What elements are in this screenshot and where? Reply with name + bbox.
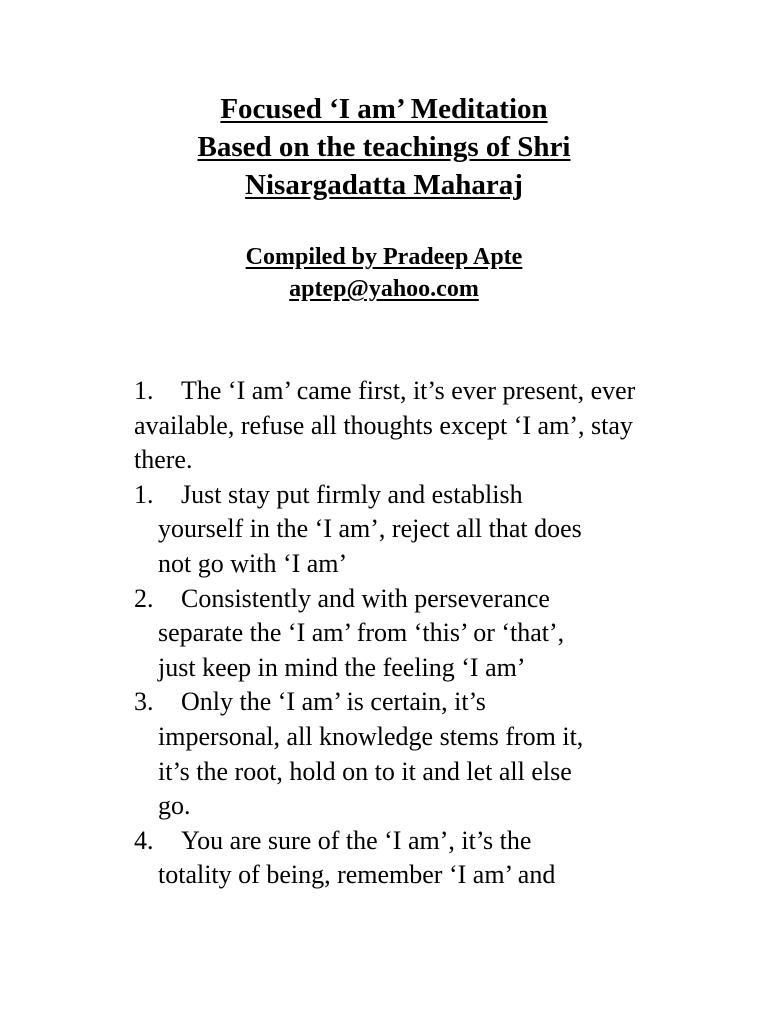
- list-item-line: impersonal, all knowledge stems from it,: [158, 721, 584, 751]
- list-item-line: Consistently and with perseverance: [181, 583, 550, 613]
- list-item-number: 3.: [134, 687, 154, 717]
- list-item-line: not go with ‘I am’: [158, 548, 348, 578]
- list-item: [134, 478, 674, 582]
- list-item-line: You are sure of the ‘I am’, it’s the: [181, 825, 532, 855]
- title-line-3: Nisargadatta Maharaj: [245, 169, 523, 201]
- intro-paragraph: [134, 374, 674, 478]
- list-item-line: go.: [158, 791, 191, 821]
- list-item-number: 4.: [134, 825, 154, 855]
- list-item-line: just keep in mind the feeling ‘I am’: [158, 652, 526, 682]
- list-item: [134, 685, 674, 823]
- list-item-number: 2.: [134, 583, 154, 613]
- list-item-line: Only the ‘I am’ is certain, it’s: [181, 687, 486, 717]
- intro-text: The ‘I am’ came first, it’s ever present, ever available, refuse all thoughts except ‘I am’, stay there.: [134, 376, 636, 475]
- list-item-line: Just stay put firmly and establish: [181, 479, 523, 509]
- compiled-by: Compiled by Pradeep Apte: [245, 244, 523, 270]
- document-title: [0, 90, 768, 204]
- list-item: [134, 582, 674, 686]
- author-email: aptep@yahoo.com: [289, 276, 479, 302]
- list-item-line: it’s the root, hold on to it and let all else: [158, 756, 572, 786]
- list-item-line: separate the ‘I am’ from ‘this’ or ‘that’,: [158, 618, 565, 648]
- title-line-2: Based on the teachings of Shri: [197, 131, 571, 163]
- meditation-list: [134, 374, 674, 893]
- list-item: [134, 824, 674, 893]
- list-item-line: yourself in the ‘I am’, reject all that does: [158, 514, 582, 544]
- author-block: [0, 241, 768, 305]
- list-item-number: 1.: [134, 479, 154, 509]
- list-item-line: totality of being, remember ‘I am’ and: [158, 860, 556, 890]
- title-line-1: Focused ‘I am’ Meditation: [220, 93, 548, 125]
- intro-number: 1.: [134, 376, 154, 405]
